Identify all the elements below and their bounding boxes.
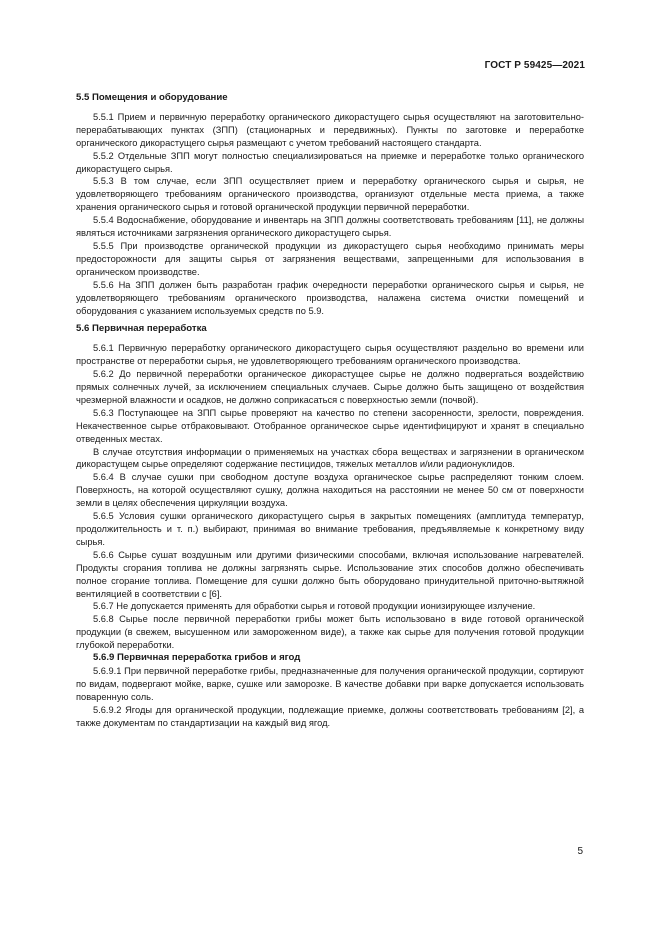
paragraph: 5.5.4 Водоснабжение, оборудование и инвентарь на ЗПП должны соответствовать требованиям [11], не должны являться источниками загрязнения органического дикорастущего сырья. [76, 215, 584, 239]
paragraph: 5.6.7 Не допускается применять для обработки сырья и готовой продукции ионизирующее излучение. [93, 601, 536, 612]
paragraph: 5.6.3 Поступающее на ЗПП сырье проверяют на качество по степени засоренности, зрелости, повреждения. Некачественное сырье отбраковывают. Отобранное органическое сырье идентифицируют и хранят в специально отведенных местах. [76, 407, 584, 444]
section-5-6-9-heading: 5.6.9 Первичная переработка грибов и ягод [93, 652, 301, 664]
section-5-6-heading: 5.6 Первичная переработка [76, 323, 207, 335]
paragraph: 5.5.6 На ЗПП должен быть разработан график очередности переработки органического сырья и сырья, не удовлетворяющего требованиям органического производства, налажена система очистки помещений и оборудования с указанием используемых средств по 5.9. [76, 279, 584, 316]
paragraph: 5.6.8 Сырье после первичной переработки грибы может быть использовано в виде готовой органической продукции (в свежем, высушенном или замороженном виде), а также как сырье для получения готовой продукции глубокой переработки. [76, 614, 584, 651]
paragraph: 5.6.9.2 Ягоды для органической продукции, подлежащие приемке, должны соответствовать требованиям [2], а также документам по стандартизации на каждый вид ягод. [76, 704, 584, 728]
paragraph: 5.5.1 Прием и первичную переработку органического дикорастущего сырья осуществляют на заготовительно-перерабатывающих пунктах (ЗПП) (стационарных и передвижных). Пункты по заготовке и переработке органического дикорастущего сырья размещают с учетом требований настоящего стандарта. [76, 111, 584, 148]
paragraph: 5.5.2 Отдельные ЗПП могут полностью специализироваться на приемке и переработке только органического дикорастущего сырья. [76, 150, 584, 174]
paragraph: 5.6.9.1 При первичной переработке грибы, предназначенные для получения органической продукции, сортируют по видам, подвергают мойке, варке, сушке или заморозке. В качестве добавки при варке допускается использовать поваренную соль. [76, 665, 584, 702]
paragraph: 5.5.5 При производстве органической продукции из дикорастущего сырья необходимо принимать меры предосторожности для защиты сырья от загрязнения веществами, запрещенными для использования в органическом производстве. [76, 240, 584, 277]
doc-code: ГОСТ Р 59425—2021 [484, 60, 585, 71]
paragraph: 5.6.6 Сырье сушат воздушным или другими физическими способами, включая использование нагревателей. Продукты сгорания топлива не должны загрязнять сырье. Использование этих способов должно обеспечивать полное сгорание топлива. Помещение для сушки должно быть оборудовано принудительной приточно-вытяжной вентиляцией в соответствии с [6]. [76, 549, 584, 599]
section-5-5-heading: 5.5 Помещения и оборудование [76, 92, 228, 103]
page-content [76, 92, 584, 730]
paragraph: 5.5.3 В том случае, если ЗПП осуществляет прием и переработку органического сырья и сырья, не удовлетворяющего требованиям органического производства, организуют отдельные места приема, а также хранения органического сырья и готовой органической продукции первичной переработки. [76, 176, 584, 213]
paragraph: 5.6.2 До первичной переработки органическое дикорастущее сырье не должно подвергаться воздействию прямых солнечных лучей, за исключением специальных случаев. Сырье должно быть защищено от воздействия чрезмерной влажности и осадков, не должно соприкасаться с поверхностью земли (почвой). [76, 369, 584, 405]
page-number: 5 [577, 846, 583, 857]
paragraph: 5.6.5 Условия сушки органического дикорастущего сырья в закрытых помещениях (амплитуда температур, продолжительность и т. п.) выбирают, принимая во внимание требования, предъявляемые к конкретному виду сырья. [76, 511, 584, 547]
paragraph: 5.6.1 Первичную переработку органического дикорастущего сырья осуществляют раздельно во времени или пространстве от переработки сырья, не удовлетворяющего требованиям органического производства. [76, 343, 584, 367]
paragraph: В случае отсутствия информации о применяемых на участках сбора веществах и загрязнении в органическом дикорастущем сырье определяют содержание пестицидов, тяжелых металлов и/или радионуклидов. [76, 446, 584, 470]
paragraph: 5.6.4 В случае сушки при свободном доступе воздуха органическое сырье распределяют тонким слоем. Поверхность, на которой осуществляют сушку, должна находиться на расстоянии не менее 50 см от поверхности земли в целях обеспечения циркуляции воздуха. [76, 472, 584, 509]
